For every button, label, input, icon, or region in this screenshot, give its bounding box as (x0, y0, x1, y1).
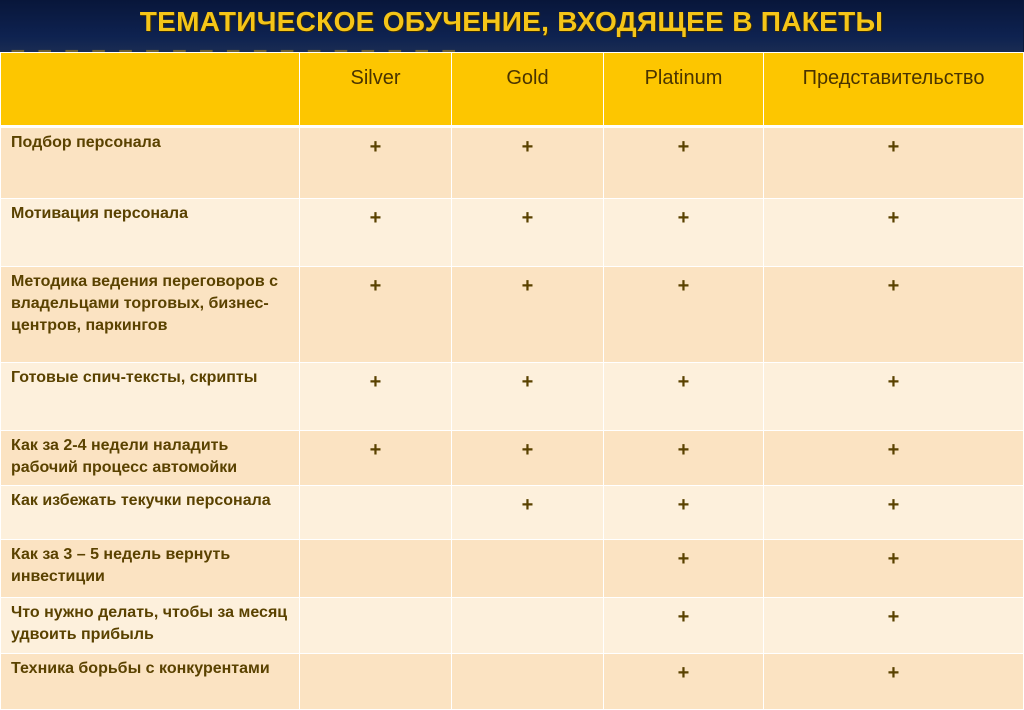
mark-cell: + (452, 127, 604, 199)
mark-cell (300, 486, 452, 540)
table-row (1, 598, 1024, 654)
row-label: Как за 2-4 недели наладить рабочий процесс автомойки (1, 431, 300, 486)
mark-cell: + (300, 363, 452, 431)
mark-cell: + (604, 267, 764, 363)
mark-cell (300, 540, 452, 598)
column-header-representation: Представительство (764, 53, 1024, 127)
table-row (1, 127, 1024, 199)
column-header-platinum: Platinum (604, 53, 764, 127)
row-label: Как избежать текучки персонала (1, 486, 300, 540)
row-label: Что нужно делать, чтобы за месяц удвоить прибыль (1, 598, 300, 654)
mark-cell: + (604, 431, 764, 486)
mark-cell: + (764, 598, 1024, 654)
row-label: Методика ведения переговоров с владельцами торговых, бизнес-центров, паркингов (1, 267, 300, 363)
column-header-silver: Silver (300, 53, 452, 127)
column-header-topic (1, 53, 300, 127)
mark-cell: + (452, 431, 604, 486)
mark-cell: + (764, 431, 1024, 486)
mark-cell: + (300, 127, 452, 199)
mark-cell: + (764, 540, 1024, 598)
mark-cell: + (604, 486, 764, 540)
mark-cell: + (604, 540, 764, 598)
page-title: ТЕМАТИЧЕСКОЕ ОБУЧЕНИЕ, ВХОДЯЩЕЕ В ПАКЕТЫ (139, 6, 884, 37)
mark-cell: + (604, 127, 764, 199)
mark-cell: + (604, 654, 764, 710)
table-row (1, 654, 1024, 710)
mark-cell: + (604, 363, 764, 431)
mark-cell: + (764, 199, 1024, 267)
title-bar (0, 0, 1023, 52)
row-label: Мотивация персонала (1, 199, 300, 267)
mark-cell: + (452, 267, 604, 363)
row-label: Подбор персонала (1, 127, 300, 199)
mark-cell: + (764, 267, 1024, 363)
table-row (1, 267, 1024, 363)
table-row (1, 199, 1024, 267)
mark-cell: + (764, 654, 1024, 710)
mark-cell: + (452, 199, 604, 267)
mark-cell: + (764, 486, 1024, 540)
column-header-gold: Gold (452, 53, 604, 127)
mark-cell: + (764, 127, 1024, 199)
table-row (1, 540, 1024, 598)
mark-cell: + (604, 598, 764, 654)
mark-cell: + (452, 486, 604, 540)
mark-cell: + (604, 199, 764, 267)
mark-cell (300, 654, 452, 710)
mark-cell: + (300, 199, 452, 267)
mark-cell: + (300, 431, 452, 486)
row-label: Техника борьбы с конкурентами (1, 654, 300, 710)
mark-cell (452, 540, 604, 598)
mark-cell (300, 598, 452, 654)
mark-cell: + (764, 363, 1024, 431)
table-row (1, 363, 1024, 431)
row-label: Готовые спич-тексты, скрипты (1, 363, 300, 431)
packages-table (0, 52, 1024, 710)
row-label: Как за 3 – 5 недель вернуть инвестиции (1, 540, 300, 598)
table-row (1, 486, 1024, 540)
mark-cell (452, 598, 604, 654)
mark-cell: + (452, 363, 604, 431)
table-row (1, 431, 1024, 486)
mark-cell (452, 654, 604, 710)
mark-cell: + (300, 267, 452, 363)
table-header-row (1, 53, 1024, 127)
